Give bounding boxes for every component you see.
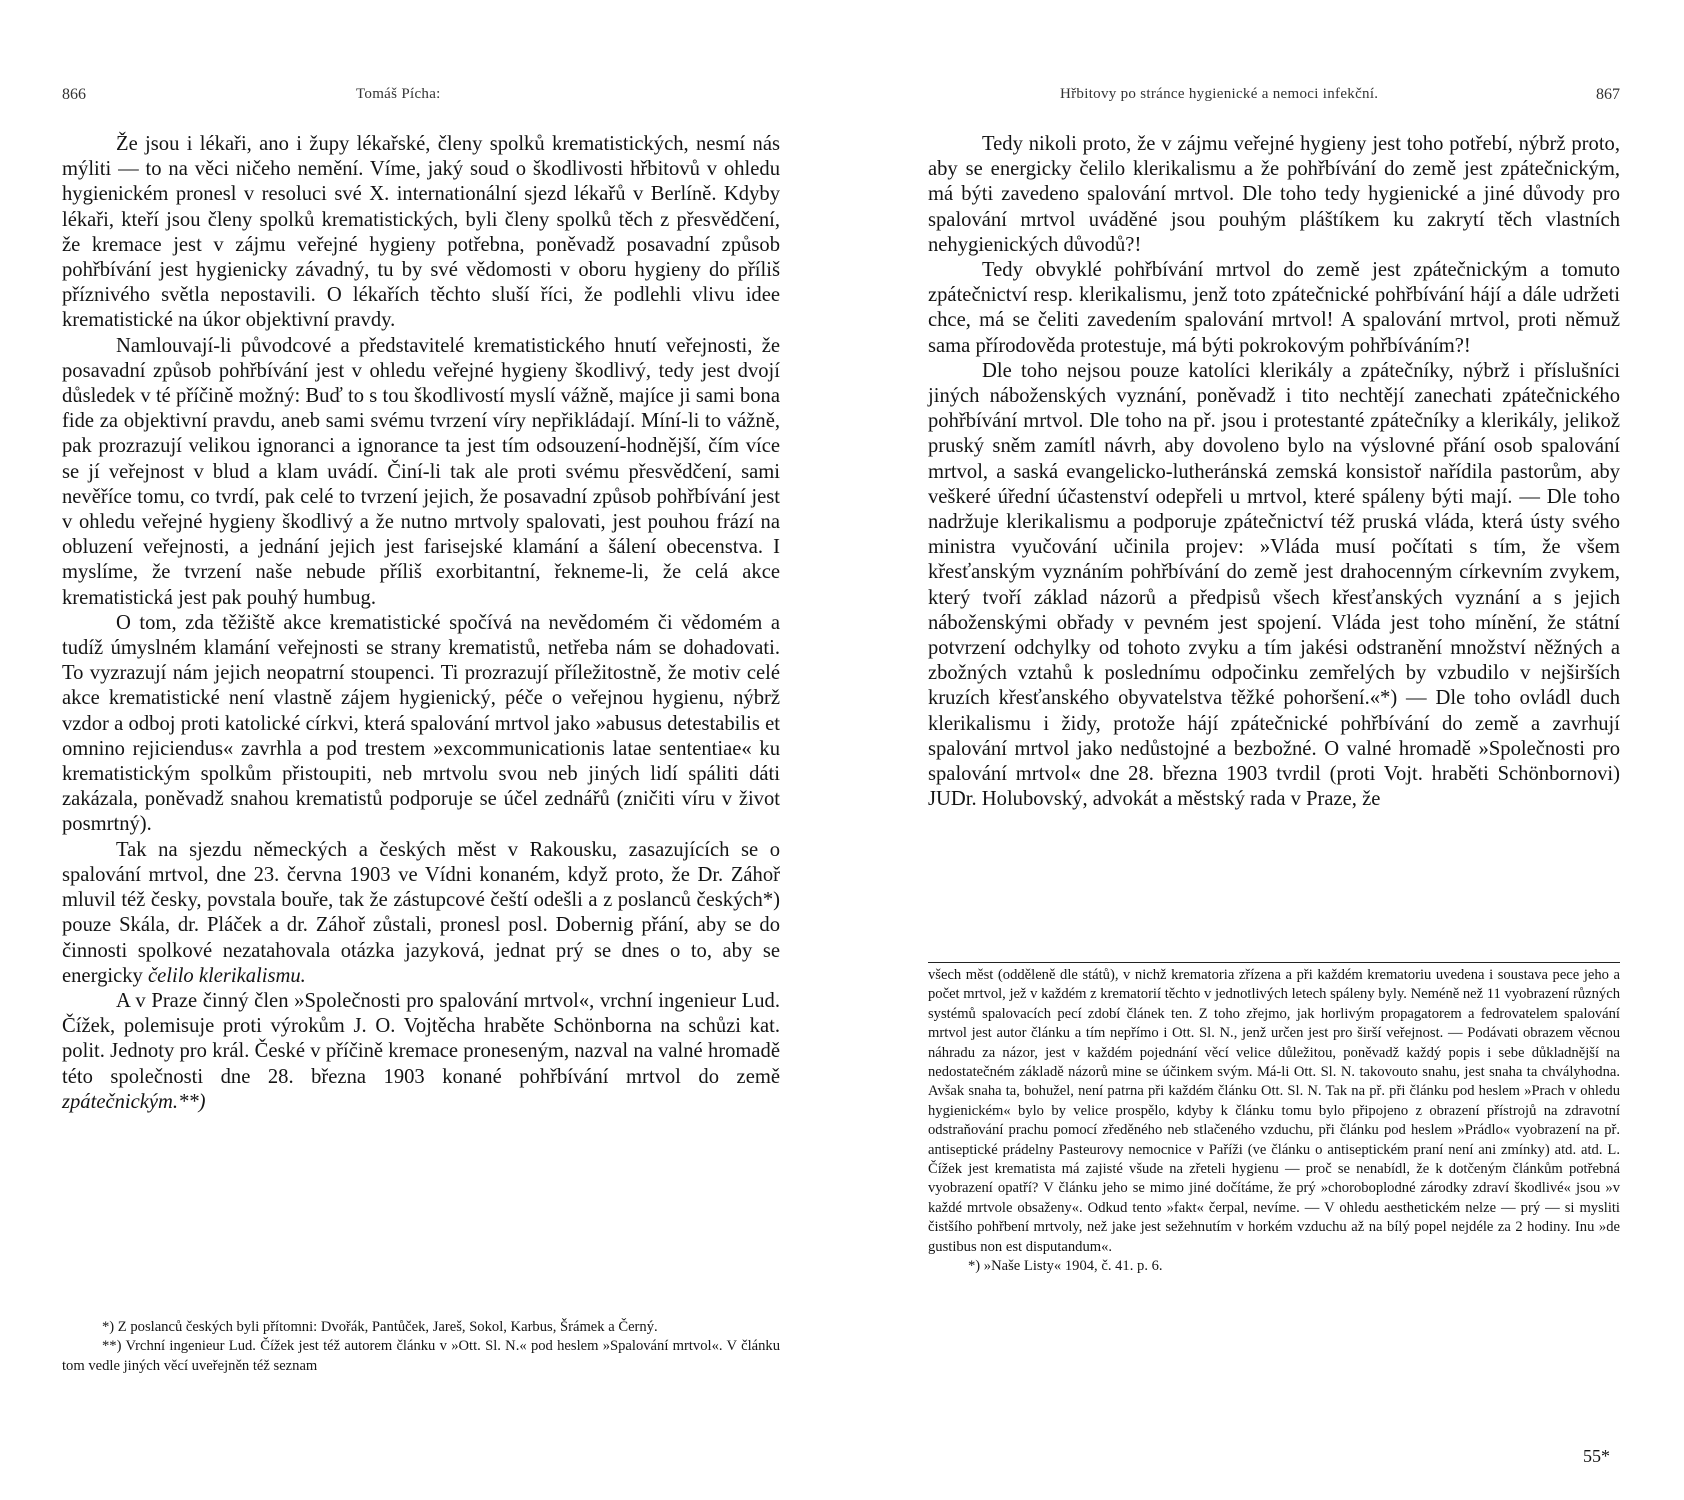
right-footnotes	[928, 966, 1620, 1277]
right-running-title: Hřbitovy po stránce hygienické a nemoci infekční.	[1060, 86, 1379, 102]
left-emphasis-1: čelilo klerikalismu.	[147, 964, 306, 987]
left-running-head	[62, 86, 780, 110]
left-page	[62, 0, 780, 1500]
right-page-number: 867	[1596, 86, 1620, 103]
left-body-text	[62, 132, 780, 1115]
right-paragraph-3: Dle toho nejsou pouze katolíci klerikály a zpátečníky, nýbrž i příslušníci jiných náboženských vyznání, poněvadž i tito nechtějí zanechati zpátečnického pohřbívání mrtvol. Dle toho na př. jsou i protestanté zpátečníky a klerikály, jelikož pruský sněm zamítl návrh, aby dovoleno bylo na výslovné přání osob spalování mrtvol, a saská evangelicko-lutheránská zemská konsistoř nařídila pastorům, aby veškeré úřední účastenství odepřeli u mrtvol, které spáleny býti mají. — Dle toho nadržuje klerikalismu a podporuje zpátečnictví též pruská vláda, která ústy svého ministra vyučování učinila projev: »Vláda musí počítati s tím, že všem křesťanským vyznáním pohřbívání do země jest drahocenným církevním zvykem, který tvoří základ názorů a předpisů všech křesťanských vyznání a s jejich náboženskými obřady v pevném jest spojení. Vláda jest toho mínění, že státní potvrzení odchylky od tohoto zvyku a tím jakési odstranění množství něžných a zbožných vztahů k poslednímu odpočinku zemřelých by vzbudilo v nejširších kruzích křesťanského obyvatelstva těžké pohoršení.«*) — Dle toho ovládl duch klerikalismu i židy, protože hájí zpátečnické pohřbívání do země a zavrhují spalování mrtvol jako nedůstojné a bezbožné. O valné hromadě »Společnosti pro spalování mrtvol« dne 28. března 1903 tvrdil (proti Vojt. hraběti Schönbornovi) JUDr. Holubovský, advokát a městský rada v Praze, že	[928, 359, 1620, 811]
right-running-head	[928, 86, 1620, 110]
left-footnote-2: **) Vrchní ingenieur Lud. Čížek jest též autorem článku v »Ott. Sl. N.« pod heslem »Spalování mrtvol«. V článku tom vedle jiných věcí uveřejněn též seznam	[62, 1338, 780, 1374]
left-emphasis-2: zpátečnickým.**)	[62, 1090, 206, 1113]
left-paragraph-4	[62, 838, 780, 989]
left-page-number: 866	[62, 86, 86, 103]
right-body-text	[928, 132, 1620, 812]
right-paragraph-2: Tedy obvyklé pohřbívání mrtvol do země jest zpátečnickým a tomuto zpátečnictví resp. klerikalismu, jenž toto zpátečnické pohřbívání hájí a dále udržeti chce, má se čeliti zavedením spalování mrtvol! A spalování mrtvol, proti němuž sama přírodověda protestuje, má býti pokrokovým pohřbíváním?!	[928, 259, 1620, 357]
left-paragraph-5	[62, 989, 780, 1115]
right-footnote-continued: všech měst (odděleně dle států), v nichž krematoria zřízena a při každém krematoriu uvedena i soustava pece jeho a počet mrtvol, jež v každém z krematorií těchto v jednotlivých letech spáleny byly. Neméně než 11 vyobrazení různých systémů spalovacích pecí zdobí článek ten. Z toho zřejmo, jak horlivým propagatorem a fedrovatelem spalování mrtvol jest autor článku a tím nepřímo i Ott. Sl. N., jenž určen jest pro širší veřejnost. — Podávati obrazem věcnou náhradu za názor, jest v každém pojednání věcí velice důležitou, poněvadž každý popis i sebe důkladnější na nedostatečném základě názorů mine se účinkem svým. Má-li Ott. Sl. N. takovouto snahu, jest snaha ta chvályhodna. Avšak snaha ta, bohužel, není patrna při každém článku Ott. Sl. N. Tak na př. při článku pod heslem »Prach v ohledu hygienickém« bylo by velice prospělo, kdyby k článku tomu bylo připojeno z obrazení přístrojů na zdravotní odstraňování prachu pomocí zředěného neb stlačeného vzduchu, při článku pod heslem »Prádlo« vyobrazení na př. antiseptické prádelny Pasteurovy nemocnice v Paříži (ve článku o antiseptickém praní není ani zmínky) atd. atd. L. Čížek jest krematista má zajisté všude na zřeteli hygienu — proč se nenabídl, že k dotčeným článkům potřebná vyobrazení opatří? V článku jeho se mimo jiné dočítáme, že prý »choroboplodné zárodky zdraví škodlivé« jsou »v každé mrtvole obsaženy«. Odkud tento »fakt« čerpal, nevíme. — V ohledu aesthetickém nelze — prý — si mysliti čistšího pohřbení mrtvoly, než jake jest sežehnutím v horkém vzduchu až na bílý popel nejdéle za 2 hodiny. Inu »de gustibus non est disputandum«.	[928, 967, 1620, 1255]
left-paragraph-5-text: A v Praze činný člen »Společnosti pro spalování mrtvol«, vrchní ingenieur Lud. Čížek, polemisuje proti výrokům J. O. Vojtěcha hraběte Schönborna na schůzi kat. polit. Jednoty pro král. České v příčině kremace proneseným, nazval na valné hromadě této společnosti dne 28. března 1903 konané pohřbívání mrtvol do země	[62, 989, 780, 1088]
left-paragraph-4-text: Tak na sjezdu německých a českých měst v Rakousku, zasazujících se o spalování mrtvol, dne 23. června 1903 ve Vídni konaném, když proto, že Dr. Záhoř mluvil též česky, povstala bouře, tak že zástupcové čeští odešli a z poslanců českých*) pouze Skála, dr. Pláček a dr. Záhoř zůstali, pronesl posl. Dobernig přání, aby se do činnosti spolkové nezatahovala otázka jazyková, jednat prý se dnes o to, aby se energicky	[62, 838, 780, 987]
left-paragraph-2: Namlouvají-li původcové a představitelé krematistického hnutí veřejnosti, že posavadní způsob pohřbívání jest v ohledu veřejné hygieny škodlivý, tedy jest dvojí důsledek v té příčině možný: Buď to s tou škodlivostí myslí vážně, majíce ji sami bona fide za objektivní pravdu, aneb sami svému tvrzení víry nepřikládají. Míní-li to vážně, pak prozrazují velikou ignoranci a ignorance ta jest tím odsouzení-hodnější, čím více se jí veřejnost v blud a klam uvádí. Činí-li tak ale proti svému přesvědčení, sami nevěříce tomu, co tvrdí, pak celé to tvrzení jejich, že posavadní způsob pohřbívání jest v ohledu veřejné hygieny škodlivý a že nutno mrtvoly spalovati, jest pouhou frází na obluzení veřejnosti, a jednání jejich jest farisejské klamání a šálení obecenstva. I myslíme, že tvrzení naše nebude příliš exorbitantní, řekneme-li, že celá akce krematistická jest pak pouhý humbug.	[62, 334, 780, 609]
left-footnotes	[62, 1318, 780, 1376]
left-running-title: Tomáš Pícha:	[356, 86, 441, 102]
left-paragraph-3: O tom, zda těžiště akce krematistické spočívá na nevědomém či vědomém a tudíž úmyslném klamání veřejnosti se strany krematistů, netřeba nám se dohadovati. To vyzrazují nám jejich neopatrní stoupenci. Ti prozrazují příležitostně, že motiv celé akce krematistické není vlastně zájem hygienický, péče o veřejnou hygienu, nýbrž vzdor a odboj proti katolické církvi, která spalování mrtvol jako »abusus detestabilis et omnino rejiciendus« zavrhla a pod trestem »excommunicationis latae sententiae« ku krematistickým spolkům přistoupiti, neb mrtvolu svou neb jiných lidí spáliti dáti zakázala, poněvadž snahou krematistů podporuje se účel zednářů (zničiti víru v život posmrtný).	[62, 611, 780, 836]
footnote-rule	[928, 962, 1620, 963]
left-paragraph-1: Že jsou i lékaři, ano i župy lékařské, členy spolků krematistických, nesmí nás mýliti — to na věci ničeho nemění. Víme, jaký soud o škodlivosti hřbitovů v ohledu hygienickém pronesl v resoluci své X. internationální sjezd lékařů v Berlíně. Kdyby lékaři, kteří jsou členy spolků krematistických, byli členy spolků těch z přesvědčení, že kremace jest v zájmu veřejné hygieny potřebna, poněvadž posavadní způsob pohřbívání jest hygienicky závadný, tu by své vědomosti v oboru hygieny do příliš příznivého světla nepostavili. O lékařích těchto sluší říci, že podlehli vlivu idee krematistické na úkor objektivní pravdy.	[62, 133, 780, 332]
right-paragraph-1: Tedy nikoli proto, že v zájmu veřejné hygieny jest toho potřebí, nýbrž proto, aby se energicky čelilo klerikalismu a že pohřbívání do země jest zpátečnickým, má býti zavedeno spalování mrtvol. Dle toho tedy hygienické a jiné důvody pro spalování mrtvol uváděné jsou pouhým pláštíkem ku zakrytí těch vlastních nehygienických důvodů?!	[928, 133, 1620, 256]
left-footnote-1: *) Z poslanců českých byli přítomni: Dvořák, Pantůček, Jareš, Sokol, Karbus, Šrámek a Černý.	[102, 1319, 658, 1335]
right-footnote-1: *) »Naše Listy« 1904, č. 41. p. 6.	[968, 1258, 1163, 1275]
signature-mark: 55*	[1583, 1446, 1610, 1466]
right-page	[928, 0, 1620, 1500]
